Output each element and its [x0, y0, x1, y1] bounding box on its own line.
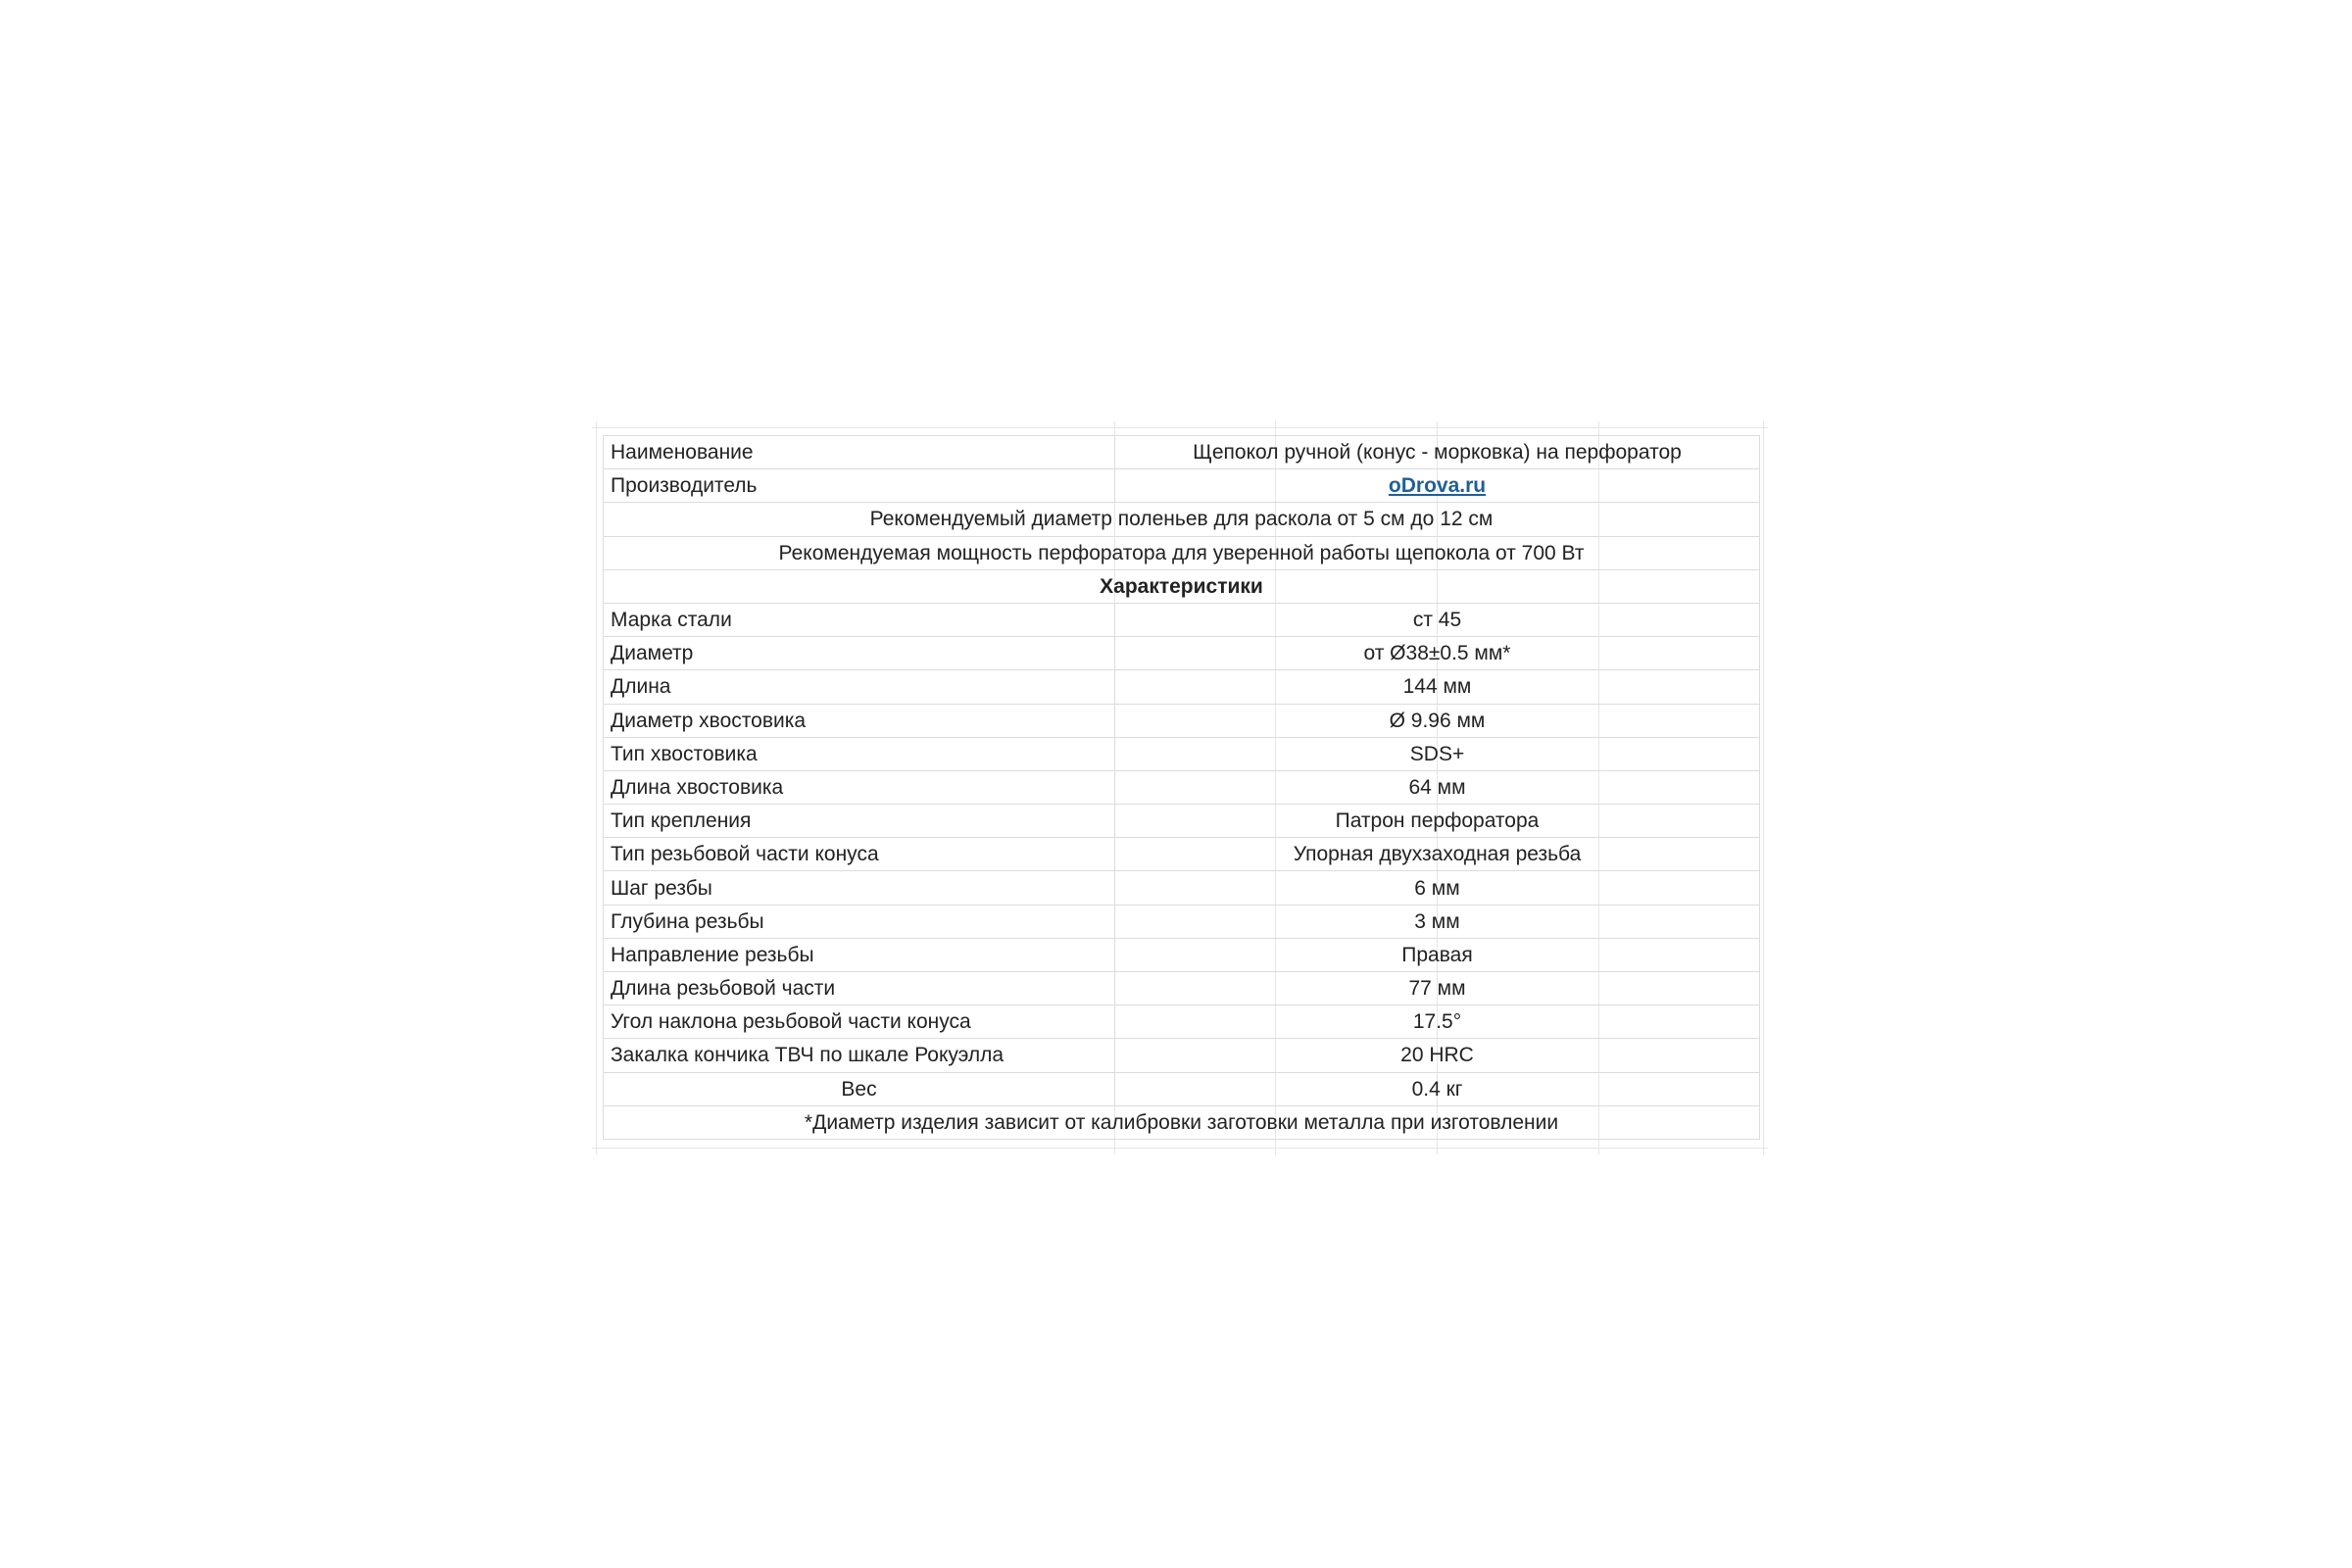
spec-label: Угол наклона резьбовой части конуса — [604, 1005, 1115, 1039]
table-row — [604, 938, 1760, 971]
spec-value: 0.4 кг — [1115, 1072, 1760, 1105]
spec-value: 6 мм — [1115, 871, 1760, 905]
table-row — [604, 1005, 1760, 1039]
section-heading: Характеристики — [604, 569, 1760, 603]
table-row — [604, 1105, 1760, 1139]
table-row — [604, 805, 1760, 838]
spec-label: Тип хвостовика — [604, 737, 1115, 770]
spec-label: Глубина резьбы — [604, 905, 1115, 938]
table-row — [604, 770, 1760, 804]
spec-value: 17.5° — [1115, 1005, 1760, 1039]
table-row — [604, 905, 1760, 938]
spec-label: Длина хвостовика — [604, 770, 1115, 804]
spec-value: SDS+ — [1115, 737, 1760, 770]
spec-label: Диаметр — [604, 637, 1115, 670]
row-label-maker: Производитель — [604, 469, 1115, 503]
table-row — [604, 436, 1760, 469]
spec-value: 64 мм — [1115, 770, 1760, 804]
spec-value: 77 мм — [1115, 972, 1760, 1005]
table-row — [604, 536, 1760, 569]
spec-value: 20 HRC — [1115, 1039, 1760, 1072]
spec-value: Патрон перфоратора — [1115, 805, 1760, 838]
spec-table — [603, 435, 1760, 1140]
spec-label: Тип резьбовой части конуса — [604, 838, 1115, 871]
table-row — [604, 603, 1760, 636]
table-row — [604, 704, 1760, 737]
spec-value: ст 45 — [1115, 603, 1760, 636]
table-row — [604, 569, 1760, 603]
spec-value: Упорная двухзаходная резьба — [1115, 838, 1760, 871]
spec-label: Длина резьбовой части — [604, 972, 1115, 1005]
table-row — [604, 871, 1760, 905]
spec-label: Закалка кончика ТВЧ по шкале Рокуэлла — [604, 1039, 1115, 1072]
table-row — [604, 469, 1760, 503]
table-row — [604, 972, 1760, 1005]
spec-value: 3 мм — [1115, 905, 1760, 938]
table-row — [604, 737, 1760, 770]
spec-label: Длина — [604, 670, 1115, 704]
table-row — [604, 1072, 1760, 1105]
table-row — [604, 503, 1760, 536]
table-row — [604, 637, 1760, 670]
table-row — [604, 1039, 1760, 1072]
spec-value: Правая — [1115, 938, 1760, 971]
note-diameter-range: Рекомендуемый диаметр поленьев для раскола от 5 см до 12 см — [604, 503, 1760, 536]
spec-label: Направление резьбы — [604, 938, 1115, 971]
spec-label: Шаг резбы — [604, 871, 1115, 905]
spec-label: Вес — [604, 1072, 1115, 1105]
spreadsheet-area — [592, 421, 1768, 1154]
spec-value: 144 мм — [1115, 670, 1760, 704]
maker-link[interactable]: oDrova.ru — [1388, 474, 1487, 498]
row-value-name: Щепокол ручной (конус - морковка) на перфоратор — [1115, 436, 1760, 469]
table-row — [604, 670, 1760, 704]
note-power: Рекомендуемая мощность перфоратора для уверенной работы щепокола от 700 Вт — [604, 536, 1760, 569]
spec-value: Ø 9.96 мм — [1115, 704, 1760, 737]
footnote: *Диаметр изделия зависит от калибровки заготовки металла при изготовлении — [604, 1105, 1760, 1139]
spec-value: от Ø38±0.5 мм* — [1115, 637, 1760, 670]
spec-label: Марка стали — [604, 603, 1115, 636]
row-value-maker — [1115, 469, 1760, 503]
spec-label: Диаметр хвостовика — [604, 704, 1115, 737]
row-label-name: Наименование — [604, 436, 1115, 469]
table-row — [604, 838, 1760, 871]
spec-label: Тип крепления — [604, 805, 1115, 838]
